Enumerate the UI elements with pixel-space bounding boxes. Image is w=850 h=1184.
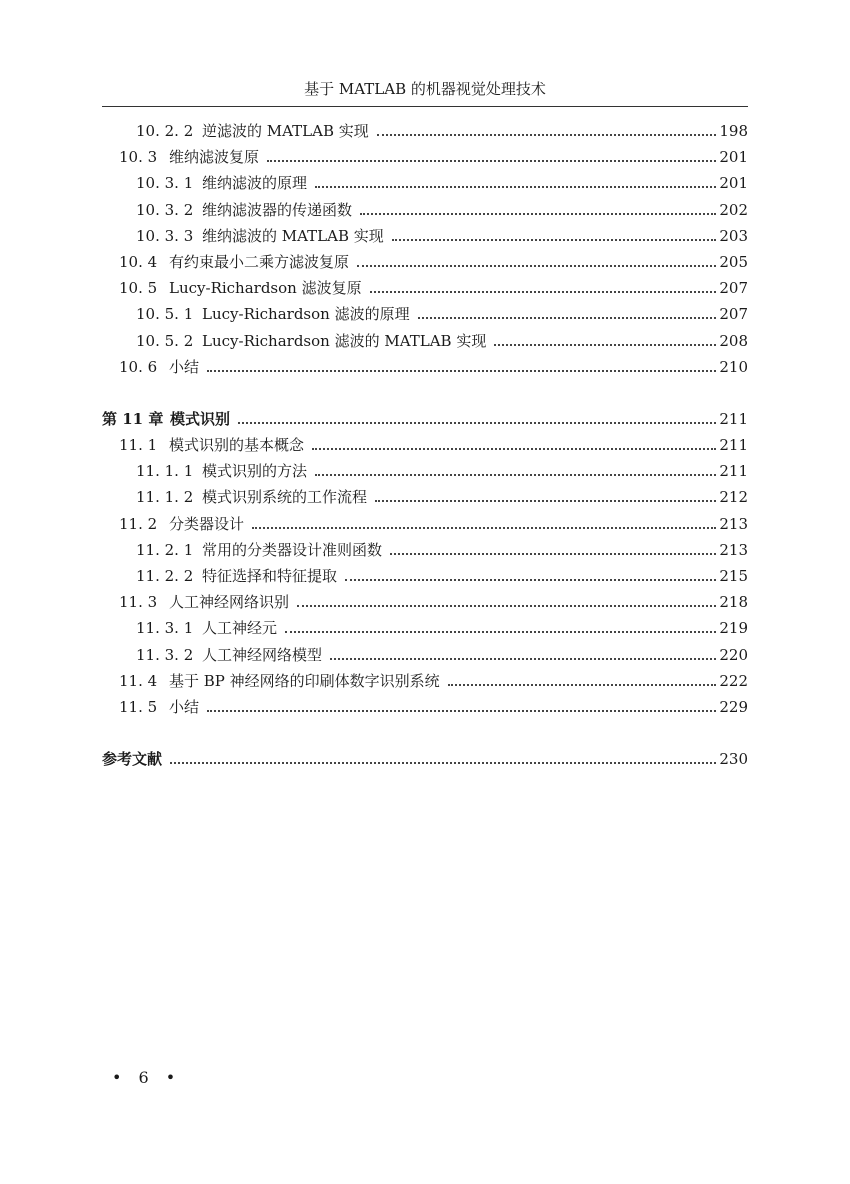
toc-entry-title: 有约束最小二乘方滤波复原 <box>169 252 350 271</box>
toc-entry-number: 10. 3. 2 <box>136 200 194 219</box>
dot-leader <box>315 474 716 476</box>
toc-chapter-page: 211 <box>719 409 748 428</box>
toc-entry-title: 维纳滤波的原理 <box>202 174 308 193</box>
toc-entry-title: 逆滤波的 MATLAB 实现 <box>202 122 369 140</box>
toc-entry[interactable] <box>102 356 748 382</box>
toc-entry-page: 207 <box>719 305 748 324</box>
running-header <box>102 78 748 107</box>
toc-entry-page: 211 <box>719 436 748 455</box>
toc-entry-number: 11. 4 <box>119 671 158 690</box>
toc-entry-title: 分类器设计 <box>169 514 245 533</box>
dot-leader <box>375 500 716 502</box>
toc-entry-title: 模式识别系统的工作流程 <box>202 488 368 507</box>
toc-entry-title: 维纳滤波的 MATLAB 实现 <box>202 226 384 245</box>
toc-entry-title: 人工神经网络识别 <box>169 593 290 612</box>
dot-leader <box>170 762 716 764</box>
toc-entry-page: 220 <box>719 645 748 664</box>
toc-entry-title: 人工神经元 <box>202 619 278 638</box>
dot-leader <box>448 684 716 686</box>
toc-entry-page: 222 <box>719 671 748 690</box>
toc-entry-number: 10. 3. 3 <box>136 226 194 245</box>
dot-leader <box>297 605 716 607</box>
toc-entry-title: 模式识别的基本概念 <box>169 436 305 455</box>
toc-chapter-entry[interactable] <box>102 408 748 434</box>
toc-references-entry[interactable] <box>102 748 748 774</box>
dot-leader <box>390 553 716 555</box>
toc-entry-number: 10. 6 <box>119 357 158 376</box>
toc-entry-number: 11. 3. 2 <box>136 645 194 664</box>
toc-entry-number: 11. 1. 2 <box>136 488 194 507</box>
toc-entry-number: 10. 5 <box>119 279 158 298</box>
toc-entry[interactable] <box>102 591 748 617</box>
dot-leader <box>312 448 716 450</box>
toc-entry-number: 11. 2. 2 <box>136 567 194 585</box>
toc-entry-number: 11. 5 <box>119 697 158 716</box>
toc-entry-page: 219 <box>719 619 748 638</box>
dot-leader <box>207 710 716 712</box>
toc-chapter-title: 模式识别 <box>170 409 231 428</box>
section-spacer <box>102 382 748 408</box>
toc-entry[interactable] <box>102 330 748 356</box>
toc-entry[interactable] <box>102 513 748 539</box>
toc-entry-page: 215 <box>719 567 748 585</box>
toc-entry[interactable] <box>102 539 748 565</box>
toc-entry[interactable] <box>102 460 748 486</box>
toc-entry[interactable] <box>102 617 748 643</box>
toc-references-title: 参考文献 <box>102 750 163 769</box>
page-number: • 6 • <box>112 1068 182 1087</box>
dot-leader <box>207 370 716 372</box>
running-title: 基于 MATLAB 的机器视觉处理技术 <box>304 80 546 98</box>
toc-entry-page: 205 <box>719 252 748 271</box>
toc-entry-number: 11. 3. 1 <box>136 619 194 638</box>
section-spacer <box>102 722 748 748</box>
dot-leader <box>370 291 716 293</box>
dot-leader <box>357 265 716 267</box>
toc-entry-number: 11. 1. 1 <box>136 462 194 481</box>
toc-entry-title: 常用的分类器设计准则函数 <box>202 540 383 559</box>
toc-entry-number: 10. 3 <box>119 148 158 167</box>
toc-entry-page: 211 <box>719 462 748 481</box>
dot-leader <box>330 658 716 660</box>
toc-entry-number: 11. 3 <box>119 593 158 612</box>
toc-entry[interactable] <box>102 277 748 303</box>
toc-entry-number: 10. 2. 2 <box>136 122 194 140</box>
toc-entry-number: 11. 1 <box>119 436 158 455</box>
toc-entry[interactable] <box>102 696 748 722</box>
dot-leader <box>345 579 716 581</box>
toc-entry[interactable] <box>102 120 748 146</box>
toc-entry[interactable] <box>102 251 748 277</box>
toc-entry[interactable] <box>102 172 748 198</box>
toc-entry-title: 小结 <box>169 697 200 716</box>
toc-chapter-number: 第 11 章 <box>102 409 164 428</box>
toc-entry-title: 维纳滤波器的传递函数 <box>202 200 353 219</box>
toc-entry-page: 208 <box>719 331 748 350</box>
toc-entry-page: 210 <box>719 357 748 376</box>
dot-leader <box>392 239 716 241</box>
toc-entry-page: 198 <box>719 122 748 140</box>
toc-entry-title: Lucy-Richardson 滤波复原 <box>169 279 362 298</box>
toc-entry-title: 小结 <box>169 357 200 376</box>
toc-entry-number: 10. 5. 1 <box>136 305 194 324</box>
toc-entry[interactable] <box>102 146 748 172</box>
toc-entry-page: 212 <box>719 488 748 507</box>
toc-entry[interactable] <box>102 486 748 512</box>
toc-entry[interactable] <box>102 565 748 591</box>
toc-entry-page: 207 <box>719 279 748 298</box>
toc-entry-title: 基于 BP 神经网络的印刷体数字识别系统 <box>169 671 440 690</box>
toc-entry-title: 人工神经网络模型 <box>202 645 323 664</box>
toc-entry-number: 11. 2. 1 <box>136 540 194 559</box>
toc-references-page: 230 <box>719 750 748 769</box>
dot-leader <box>418 317 716 319</box>
toc-entry-number: 11. 2 <box>119 514 158 533</box>
toc-entry-title: 模式识别的方法 <box>202 462 308 481</box>
toc-entry-title: Lucy-Richardson 滤波的原理 <box>202 305 410 324</box>
toc-entry-page: 229 <box>719 697 748 716</box>
toc-entry-page: 201 <box>719 174 748 193</box>
toc-entry[interactable] <box>102 199 748 225</box>
toc-entry[interactable] <box>102 225 748 251</box>
dot-leader <box>238 422 716 424</box>
dot-leader <box>252 527 716 529</box>
dot-leader <box>285 631 716 633</box>
toc-entry[interactable] <box>102 644 748 670</box>
toc-entry-title: 特征选择和特征提取 <box>202 567 338 585</box>
toc-entry-page: 203 <box>719 226 748 245</box>
toc-entry[interactable] <box>102 434 748 460</box>
toc-entry-page: 213 <box>719 540 748 559</box>
dot-leader <box>377 134 716 136</box>
toc-entry-number: 10. 5. 2 <box>136 331 194 350</box>
toc-entry-number: 10. 4 <box>119 252 158 271</box>
toc-entry[interactable] <box>102 303 748 329</box>
toc-entry-title: Lucy-Richardson 滤波的 MATLAB 实现 <box>202 331 487 350</box>
table-of-contents <box>102 120 748 774</box>
toc-entry-number: 10. 3. 1 <box>136 174 194 193</box>
toc-entry-title: 维纳滤波复原 <box>169 148 260 167</box>
dot-leader <box>360 213 716 215</box>
toc-entry[interactable] <box>102 670 748 696</box>
toc-entry-page: 213 <box>719 514 748 533</box>
toc-entry-page: 202 <box>719 200 748 219</box>
toc-entry-page: 201 <box>719 148 748 167</box>
toc-entry-page: 218 <box>719 593 748 612</box>
dot-leader <box>267 160 716 162</box>
dot-leader <box>315 186 716 188</box>
dot-leader <box>494 344 716 346</box>
